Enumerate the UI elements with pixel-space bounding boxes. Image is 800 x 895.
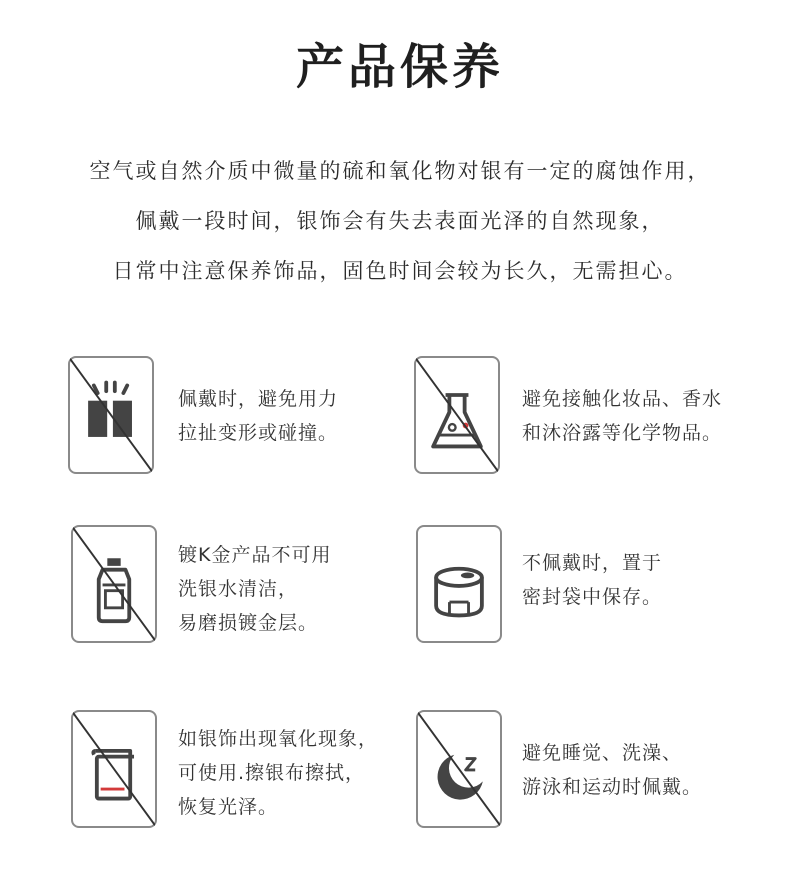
tip-line: 不佩戴时，置于 [522, 552, 663, 574]
pulling-hands-icon [70, 358, 152, 472]
tip-line: 佩戴时，避免用力 [178, 388, 339, 410]
polishing-cloth-icon [73, 712, 155, 826]
tip-line: 避免接触化妆品、香水 [522, 388, 723, 410]
tip-text-sleep [522, 736, 702, 804]
tip-line: 洗银水清洁， [178, 578, 299, 600]
intro-line-2: 佩戴一段时间，银饰会有失去表面光泽的自然现象， [135, 209, 665, 233]
tip-card-chemical [414, 356, 500, 474]
tip-line: 拉扯变形或碰撞。 [178, 422, 339, 444]
page-title: 产品保养 [295, 39, 504, 95]
tip-card-sleep [416, 710, 502, 828]
tip-text-cloth [178, 722, 378, 824]
tip-text-pulling [178, 382, 338, 450]
sleep-moon-icon [418, 712, 500, 826]
cleaning-bottle-icon [73, 527, 155, 641]
tip-line: 游泳和运动时佩戴。 [522, 776, 703, 798]
tip-line: 可使用.擦银布擦拭， [178, 762, 366, 784]
tip-text-chemical [522, 382, 722, 450]
tip-line: 易磨损镀金层。 [178, 612, 319, 634]
tip-line: 恢复光泽。 [178, 796, 279, 818]
intro-line-3: 日常中注意保养饰品，固色时间会较为长久，无需担心。 [112, 259, 688, 283]
tip-text-sealed [522, 546, 662, 614]
tip-card-cleaning [71, 525, 157, 643]
tip-card-cloth [71, 710, 157, 828]
tip-card-sealed [416, 525, 502, 643]
tip-card-pulling [68, 356, 154, 474]
tip-line: 如银饰出现氧化现象， [178, 728, 379, 750]
tip-line: 密封袋中保存。 [522, 586, 663, 608]
chemical-flask-icon [416, 358, 498, 472]
tip-line: 和沐浴露等化学物品。 [522, 422, 723, 444]
tip-line: 避免睡觉、洗澡、 [522, 742, 683, 764]
sealed-can-icon [418, 527, 500, 641]
tip-text-cleaning [178, 538, 331, 640]
intro-line-1: 空气或自然介质中微量的硫和氧化物对银有一定的腐蚀作用， [89, 159, 711, 183]
tip-line: 镀K金产品不可用 [178, 544, 332, 566]
